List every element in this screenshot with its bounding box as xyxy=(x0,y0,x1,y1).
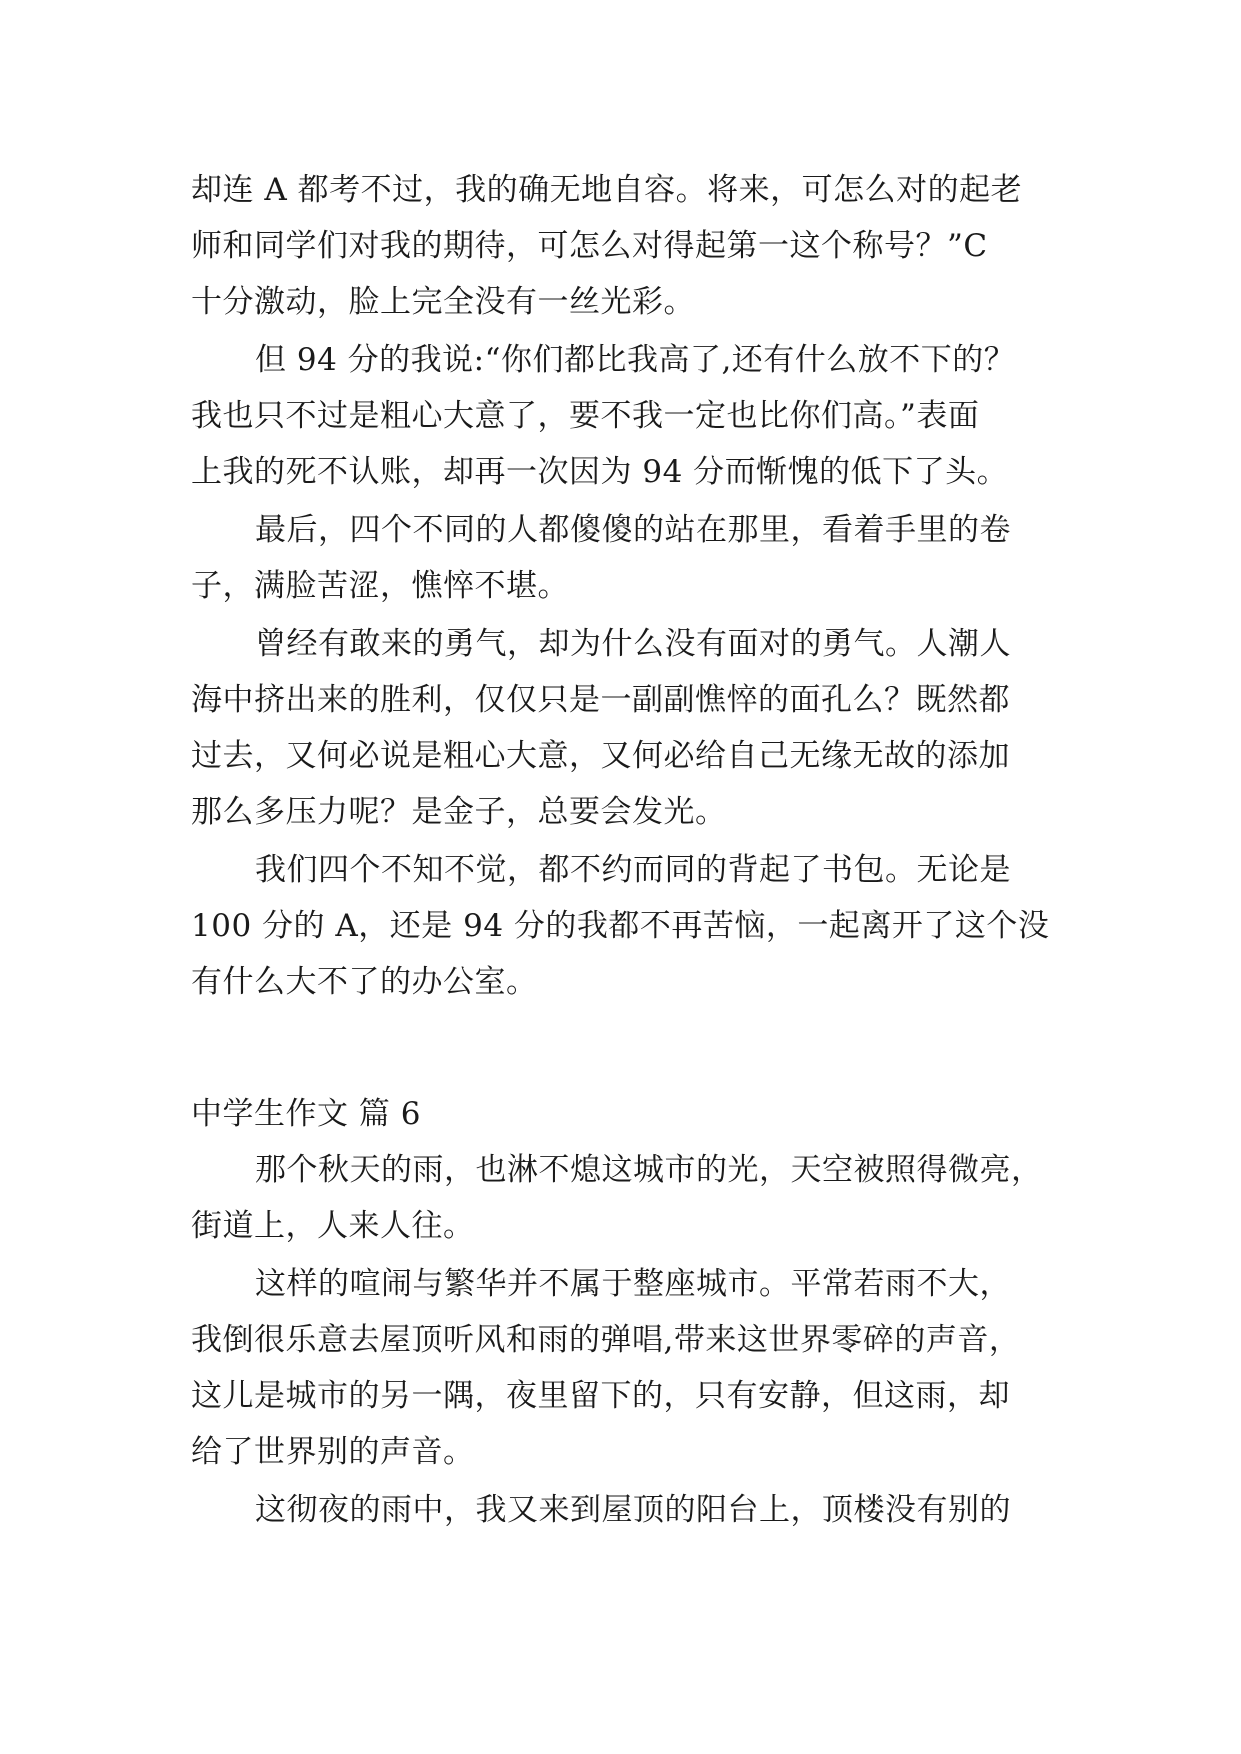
text-line: 给了世界别的声音。 xyxy=(191,1434,475,1470)
text-line: 我倒很乐意去屋顶听风和雨的弹唱,带来这世界零碎的声音， xyxy=(191,1322,1021,1358)
section-heading: 中学生作文 篇 6 xyxy=(191,1096,421,1132)
text-line: 这彻夜的雨中，我又来到屋顶的阳台上，顶楼没有别的 xyxy=(255,1492,1011,1528)
text-line: 曾经有敢来的勇气，却为什么没有面对的勇气。人潮人 xyxy=(255,626,1011,662)
text-line: 海中挤出来的胜利，仅仅只是一副副憔悴的面孔么？既然都 xyxy=(191,682,1010,718)
text-line: 这儿是城市的另一隅，夜里留下的，只有安静，但这雨，却 xyxy=(191,1378,1010,1414)
text-line: 上我的死不认账，却再一次因为 94 分而惭愧的低下了头。 xyxy=(191,454,1009,490)
text-line: 但 94 分的我说:“你们都比我高了,还有什么放不下的？ xyxy=(255,342,1016,378)
text-line: 那么多压力呢？是金子，总要会发光。 xyxy=(191,794,727,830)
text-line: 过去，又何必说是粗心大意，又何必给自己无缘无故的添加 xyxy=(191,738,1010,774)
text-line: 那个秋天的雨，也淋不熄这城市的光，天空被照得微亮， xyxy=(255,1152,1043,1188)
text-line: 子，满脸苦涩，憔悴不堪。 xyxy=(191,568,569,604)
text-line: 我也只不过是粗心大意了，要不我一定也比你们高。”表面 xyxy=(191,398,980,434)
text-line: 却连 A 都考不过，我的确无地自容。将来，可怎么对的起老 xyxy=(191,172,1023,208)
text-line: 我们四个不知不觉，都不约而同的背起了书包。无论是 xyxy=(255,852,1011,888)
text-line: 最后，四个不同的人都傻傻的站在那里，看着手里的卷 xyxy=(255,512,1011,548)
text-line: 这样的喧闹与繁华并不属于整座城市。平常若雨不大， xyxy=(255,1266,1011,1302)
text-line: 有什么大不了的办公室。 xyxy=(191,964,538,1000)
text-line: 师和同学们对我的期待，可怎么对得起第一这个称号？”C xyxy=(191,228,988,264)
text-line: 100 分的 A，还是 94 分的我都不再苦恼，一起离开了这个没 xyxy=(191,908,1050,944)
text-line: 十分激动，脸上完全没有一丝光彩。 xyxy=(191,284,695,320)
text-line: 街道上，人来人往。 xyxy=(191,1208,475,1244)
